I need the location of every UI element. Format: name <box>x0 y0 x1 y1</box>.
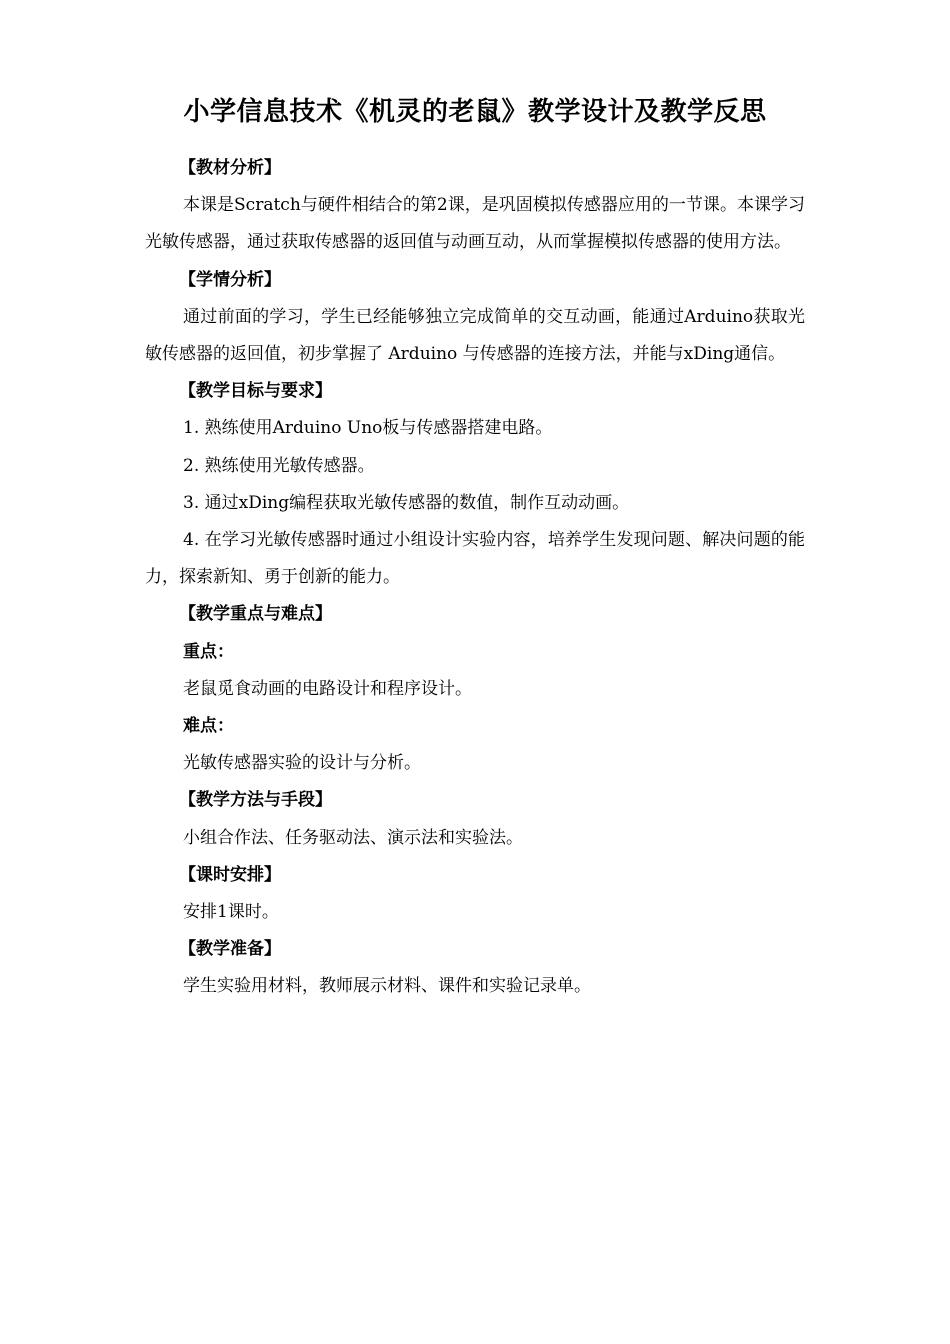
goal-item-2: 2. 熟练使用光敏传感器。 <box>183 455 375 476</box>
methods-text: 小组合作法、任务驱动法、演示法和实验法。 <box>183 827 523 848</box>
document-body <box>145 150 805 1006</box>
preparation-text: 学生实验用材料，教师展示材料、课件和实验记录单。 <box>183 976 591 997</box>
section-heading-schedule: 【课时安排】 <box>179 864 281 885</box>
difficulty-text: 光敏传感器实验的设计与分析。 <box>183 753 421 774</box>
material-analysis-text: 本课是Scratch与硬件相结合的第2课，是巩固模拟传感器应用的一节课。本课学习光敏传感器，通过获取传感器的返回值与动画互动，从而掌握模拟传感器的使用方法。 <box>145 195 805 253</box>
goal-item-3: 3. 通过xDing编程获取光敏传感器的数值，制作互动动画。 <box>183 492 630 513</box>
document-title: 小学信息技术《机灵的老鼠》教学设计及教学反思 <box>183 97 767 127</box>
section-heading-student-analysis: 【学情分析】 <box>179 269 281 290</box>
section-heading-methods: 【教学方法与手段】 <box>179 790 332 811</box>
schedule-text: 安排1课时。 <box>183 901 279 922</box>
student-analysis-text: 通过前面的学习，学生已经能够独立完成简单的交互动画，能通过Arduino获取光敏传感器的返回值，初步掌握了 Arduino 与传感器的连接方法，并能与xDing通信。 <box>145 306 805 364</box>
section-heading-preparation: 【教学准备】 <box>179 939 281 960</box>
section-heading-focus: 【教学重点与难点】 <box>179 604 332 625</box>
key-point-text: 老鼠觅食动画的电路设计和程序设计。 <box>183 678 472 699</box>
section-heading-material-analysis: 【教材分析】 <box>179 158 281 178</box>
goal-item-1: 1. 熟练使用Arduino Uno板与传感器搭建电路。 <box>183 418 553 439</box>
goal-item-4: 4. 在学习光敏传感器时通过小组设计实验内容，培养学生发现问题、解决问题的能力，探索新知、勇于创新的能力。 <box>145 529 805 588</box>
section-heading-goals: 【教学目标与要求】 <box>179 381 332 402</box>
difficulty-label: 难点： <box>183 715 234 736</box>
key-point-label: 重点： <box>183 641 234 662</box>
